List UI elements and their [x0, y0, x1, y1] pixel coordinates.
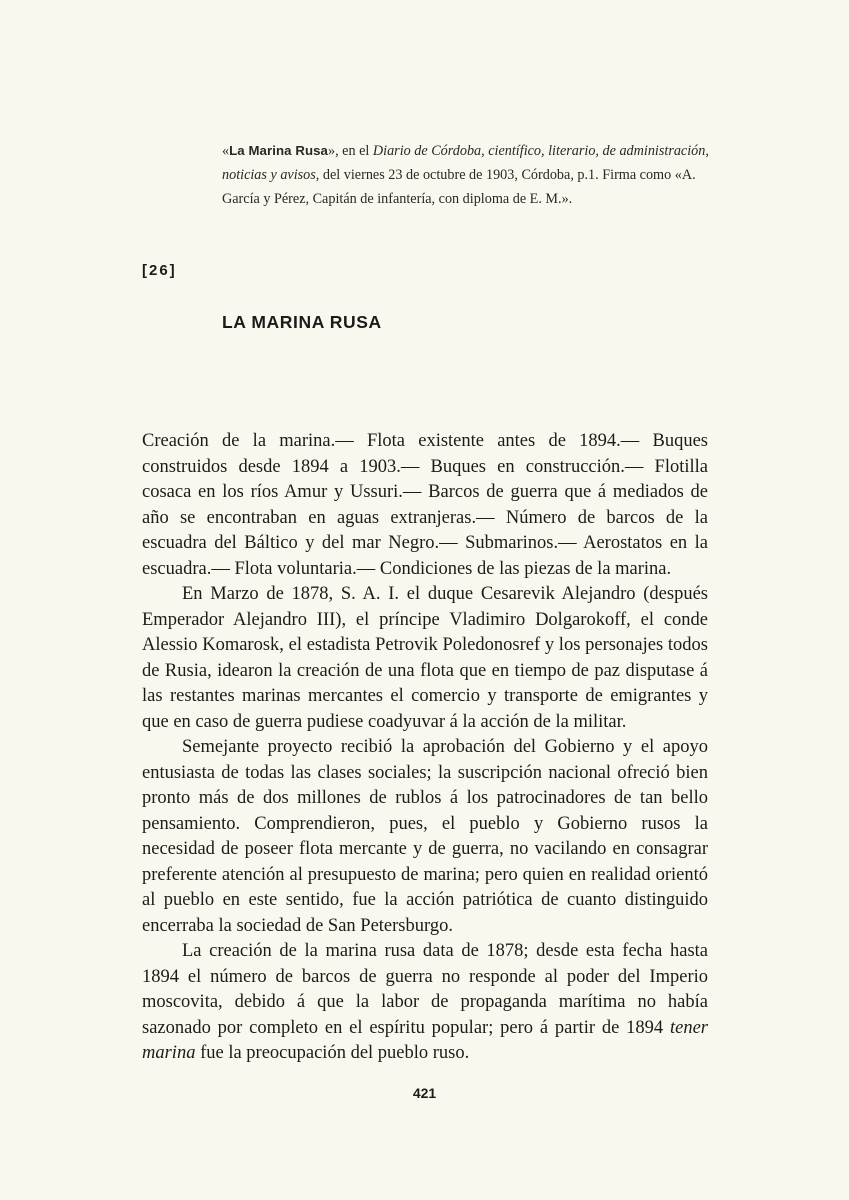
source-article-title: La Marina Rusa: [229, 143, 328, 158]
page-number: 421: [412, 1085, 437, 1101]
paragraph-3-start: La creación de la marina rusa data de 1878; desde esta fecha hasta 1894 el número de barcos de guerra no responde al poder del Imperio moscovita, debido á que la labor de propaganda marítima no había sazonado por completo en el espíritu popular; pero á partir de 1894: [142, 941, 708, 1038]
source-title-close-quote: »: [327, 143, 336, 159]
paragraph-3-emphasis: tener marina: [142, 1017, 708, 1063]
source-note: [222, 139, 722, 211]
body-paragraph-3: [142, 939, 708, 1067]
source-title-open-quote: «: [222, 143, 230, 159]
document-number: [26]: [142, 262, 177, 279]
paragraph-3-end: fue la preocupación del pueblo ruso.: [195, 1043, 470, 1063]
source-newspaper-name: Diario de Córdoba, científico, literario, de administración, noticias y avisos,: [222, 143, 709, 183]
body-paragraph-1: En Marzo de 1878, S. A. I. el duque Cesarevik Alejandro (después Emperador Alejandro III), el príncipe Vladimiro Dolgarokoff, el conde Alessio Komarosk, el estadista Petrovik Poledonosref y los personajes todos de Rusia, idearon la creación de una flota que en tiempo de paz disputase á las restantes marinas mercantes el comercio y transporte de emigrantes y que en caso de guerra pudiese coadyuvar á la acción de la militar.: [142, 584, 708, 732]
body-paragraph-2: Semejante proyecto recibió la aprobación del Gobierno y el apoyo entusiasta de todas las clases sociales; la suscripción nacional ofreció bien pronto más de dos millones de rublos á los patrocinadores de tan bello pensamiento. Comprendieron, pues, el pueblo y Gobierno rusos la necesidad de poseer flota mercante y de guerra, no vacilando en consagrar preferente atención al presupuesto de marina; pero quien en realidad orientó al pueblo en este sentido, fue la acción patriótica de cuanto distinguido encerraba la sociedad de San Petersburgo.: [142, 737, 708, 936]
source-text-before: , en el: [335, 143, 373, 159]
source-text-after: del viernes 23 de octubre de 1903, Córdoba, p.1. Firma como «A. García y Pérez, Capitán de infantería, con diploma de E. M.».: [222, 167, 696, 207]
article-body: [142, 429, 708, 1067]
article-title: LA MARINA RUSA: [222, 312, 382, 332]
summary-paragraph: Creación de la marina.— Flota existente antes de 1894.— Buques construidos desde 1894 a 1903.— Buques en construcción.— Flotilla cosaca en los ríos Amur y Ussuri.— Barcos de guerra que á mediados de año se encontraban en aguas extranjeras.— Número de barcos de la escuadra del Báltico y del mar Negro.— Submarinos.— Aerostatos en la escuadra.— Flota voluntaria.— Condiciones de las piezas de la marina.: [142, 431, 708, 579]
